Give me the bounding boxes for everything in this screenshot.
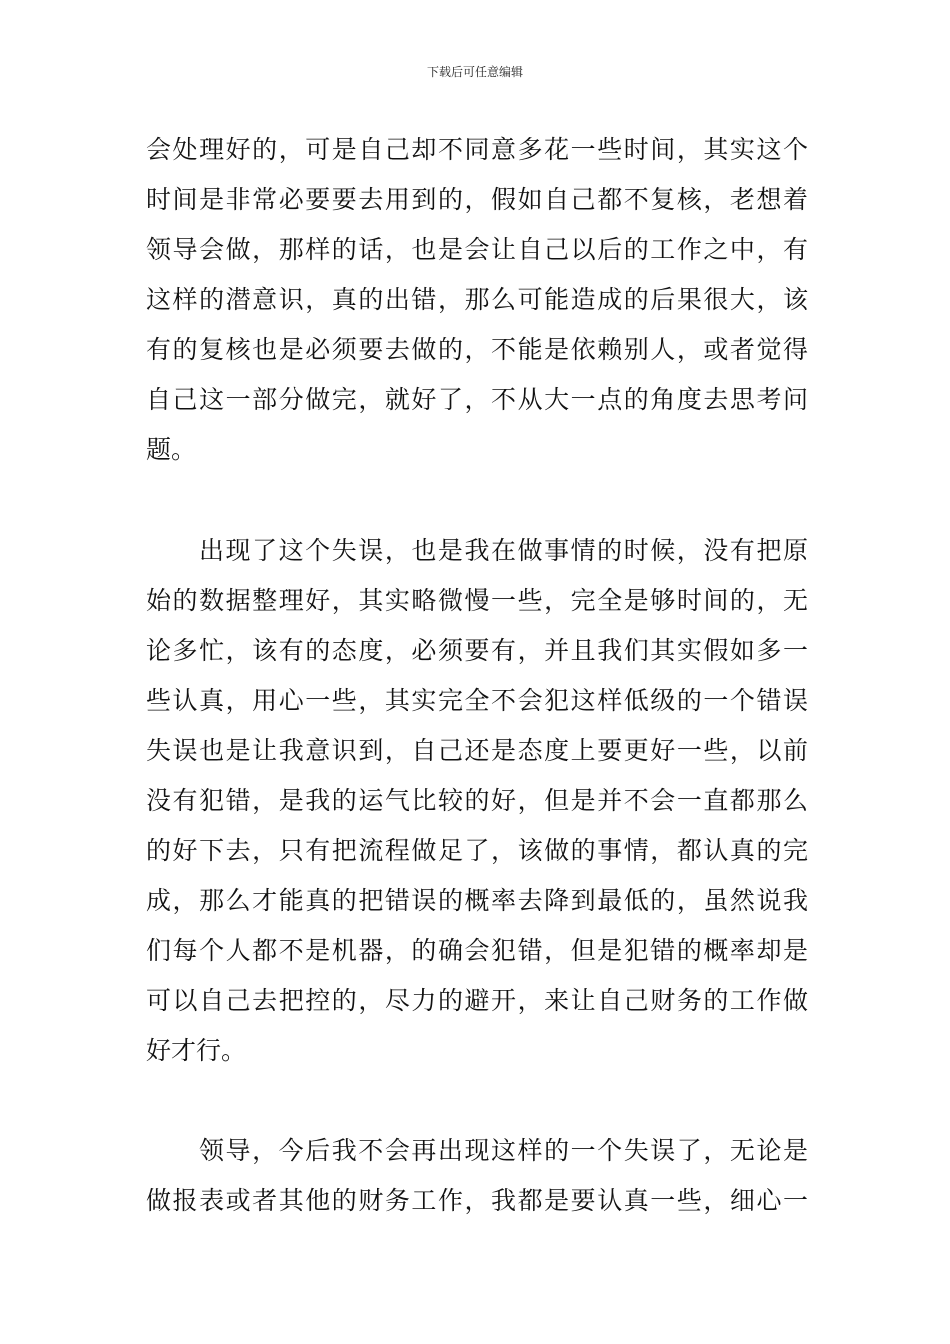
text-line: 些认真，用心一些，其实完全不会犯这样低级的一个错误 (146, 686, 808, 715)
text-line: 可以自己去把控的，尽力的避开，来让自己财务的工作做 (146, 986, 808, 1015)
text-line: 好才行。 (146, 1036, 247, 1065)
text-line: 这样的潜意识，真的出错，那么可能造成的后果很大，该 (146, 285, 808, 314)
text-line: 领导会做，那样的话，也是会让自己以后的工作之中，有 (146, 235, 808, 264)
text-line: 题。 (146, 435, 197, 464)
text-line: 始的数据整理好，其实略微慢一些，完全是够时间的，无 (146, 586, 808, 615)
text-line: 们每个人都不是机器，的确会犯错，但是犯错的概率却是 (146, 936, 808, 965)
text-line: 时间是非常必要要去用到的，假如自己都不复核，老想着 (146, 185, 808, 214)
text-line: 失误也是让我意识到，自己还是态度上要更好一些，以前 (146, 736, 808, 765)
text-line: 会处理好的，可是自己却不同意多花一些时间，其实这个 (146, 135, 808, 164)
text-line: 有的复核也是必须要去做的，不能是依赖别人，或者觉得 (146, 335, 808, 364)
text-line: 出现了这个失误，也是我在做事情的时候，没有把原 (199, 536, 808, 565)
text-line: 自己这一部分做完，就好了，不从大一点的角度去思考问 (146, 385, 808, 414)
text-line: 成，那么才能真的把错误的概率去降到最低的，虽然说我 (146, 886, 808, 915)
text-line: 没有犯错，是我的运气比较的好，但是并不会一直都那么 (146, 786, 808, 815)
text-line: 的好下去，只有把流程做足了，该做的事情，都认真的完 (146, 836, 808, 865)
page-header: 下载后可任意编辑 (426, 65, 523, 79)
text-line: 论多忙，该有的态度，必须要有，并且我们其实假如多一 (146, 636, 808, 665)
text-line: 领导，今后我不会再出现这样的一个失误了，无论是 (199, 1136, 808, 1165)
text-line: 做报表或者其他的财务工作，我都是要认真一些，细心一 (146, 1186, 808, 1215)
